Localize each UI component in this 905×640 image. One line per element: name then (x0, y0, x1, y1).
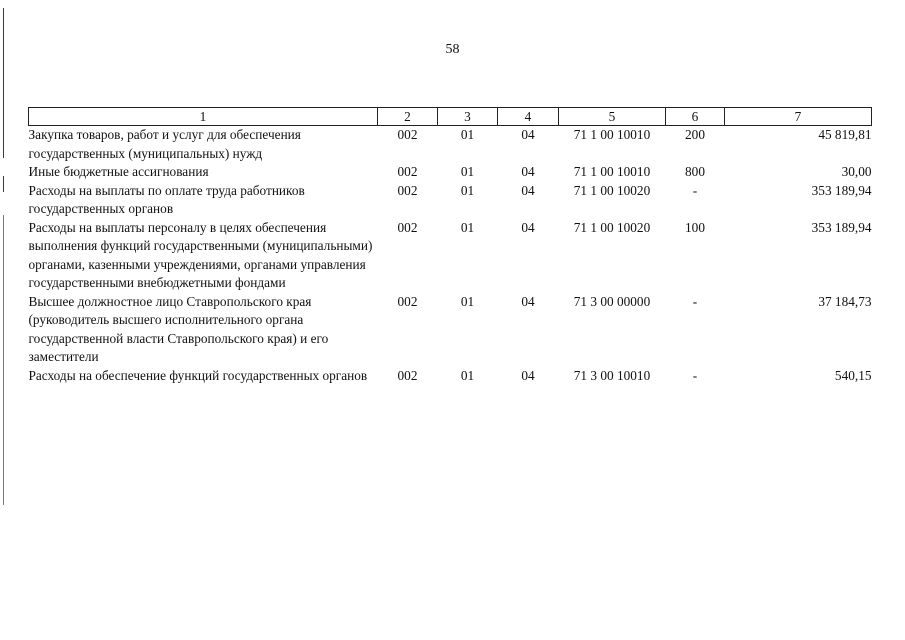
expense-type-code: 800 (685, 164, 705, 179)
target-article-code: 71 1 00 10010 (573, 164, 651, 179)
expense-name: Расходы на выплаты по оплате труда работников государственных органов (28, 182, 305, 216)
table-header-row (29, 108, 872, 126)
expense-name: Расходы на выплаты персоналу в целях обеспечения выполнения функций государственными (муниципальными) органами, казенными учреждениями, органами управления государственными внебюджетными фондами (28, 219, 373, 290)
table-row (29, 219, 872, 293)
section-code: 01 (460, 182, 475, 198)
target-article-code: 71 3 00 10010 (573, 367, 651, 383)
table-row (29, 367, 872, 386)
target-article-code: 71 1 00 10020 (573, 219, 651, 235)
column-header: 5 (559, 108, 666, 126)
amount: 37 184,73 (818, 293, 872, 309)
table-row (29, 126, 872, 164)
section-code: 01 (460, 127, 475, 142)
column-header: 7 (725, 108, 872, 126)
expense-type-code: 200 (685, 127, 705, 142)
budget-table (28, 107, 872, 385)
expense-type-code: 100 (685, 219, 705, 235)
ministry-code: 002 (397, 219, 418, 235)
expense-type-code: - (692, 293, 698, 309)
amount: 540,15 (834, 367, 872, 383)
ministry-code: 002 (397, 164, 418, 179)
scan-edge-mark (3, 176, 4, 192)
column-header: 2 (378, 108, 438, 126)
expense-name: Закупка товаров, работ и услуг для обеспечения государственных (муниципальных) нужд (28, 127, 301, 161)
subsection-code: 04 (521, 293, 535, 309)
ministry-code: 002 (397, 293, 418, 309)
subsection-code: 04 (521, 164, 535, 179)
expense-type-code: - (692, 182, 698, 198)
column-header: 6 (666, 108, 725, 126)
subsection-code: 04 (521, 182, 535, 198)
expense-name: Высшее должностное лицо Ставропольского края (руководитель высшего исполнительного органа государственной власти Ставропольского края) и его заместители (28, 293, 329, 364)
expense-name: Иные бюджетные ассигнования (28, 164, 209, 179)
page-number: 58 (445, 42, 460, 57)
target-article-code: 71 3 00 00000 (573, 293, 651, 309)
scan-edge-mark (3, 8, 4, 158)
table-row (29, 293, 872, 367)
expense-name: Расходы на обеспечение функций государственных органов (28, 367, 368, 383)
amount: 45 819,81 (818, 127, 872, 142)
section-code: 01 (460, 367, 475, 383)
amount: 353 189,94 (811, 182, 872, 198)
section-code: 01 (460, 293, 475, 309)
table-row (29, 182, 872, 219)
column-header: 4 (498, 108, 559, 126)
section-code: 01 (460, 219, 475, 235)
ministry-code: 002 (397, 182, 418, 198)
ministry-code: 002 (397, 367, 418, 383)
scan-edge-mark (3, 215, 4, 505)
subsection-code: 04 (521, 367, 535, 383)
amount: 30,00 (841, 164, 872, 179)
column-header: 1 (29, 108, 378, 126)
column-header: 3 (438, 108, 498, 126)
table-row (29, 163, 872, 182)
target-article-code: 71 1 00 10010 (573, 127, 651, 142)
ministry-code: 002 (397, 127, 418, 142)
subsection-code: 04 (521, 127, 535, 142)
expense-type-code: - (692, 367, 698, 383)
section-code: 01 (460, 164, 475, 179)
amount: 353 189,94 (811, 219, 872, 235)
subsection-code: 04 (521, 219, 535, 235)
target-article-code: 71 1 00 10020 (573, 182, 651, 198)
